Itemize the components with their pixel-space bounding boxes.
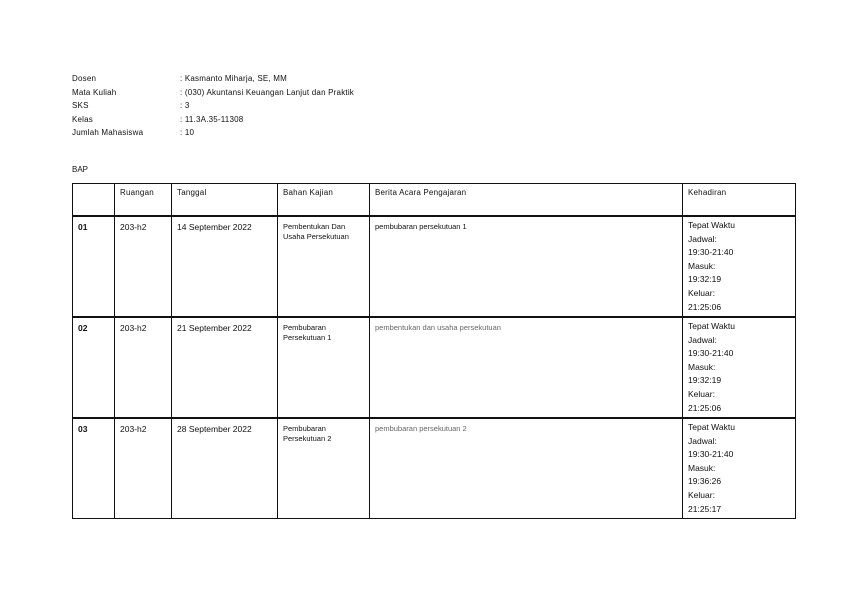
- row-kehadiran: [683, 317, 796, 418]
- kehadiran-masuk-label: Masuk:: [688, 462, 716, 473]
- info-value: : 10: [180, 128, 195, 137]
- kehadiran-status: Tepat Waktu: [688, 321, 735, 331]
- row-berita-acara: pembubaran persekutuan 1: [370, 216, 683, 317]
- header-ruangan: Ruangan: [115, 184, 172, 217]
- kehadiran-keluar-label: Keluar:: [688, 388, 715, 399]
- kehadiran-jadwal-label: Jadwal:: [688, 334, 717, 345]
- info-label: Jumlah Mahasiswa: [72, 128, 144, 137]
- info-label: Kelas: [72, 114, 94, 124]
- kehadiran-masuk: 19:32:19: [688, 274, 722, 285]
- kehadiran-masuk-label: Masuk:: [688, 260, 716, 271]
- kehadiran-keluar: 21:25:06: [688, 301, 722, 312]
- row-berita-acara: pembentukan dan usaha persekutuan: [370, 317, 683, 418]
- row-number: 03: [73, 418, 115, 519]
- row-ruangan: 203-h2: [115, 418, 172, 519]
- row-tanggal: 21 September 2022: [172, 317, 278, 418]
- info-value: : 3: [180, 101, 190, 110]
- info-row-kelas: [72, 113, 354, 127]
- header-kehadiran: Kehadiran: [683, 184, 796, 217]
- table-header-row: [73, 184, 796, 217]
- kehadiran-jadwal-label: Jadwal:: [688, 233, 717, 244]
- info-row-jumlah-mahasiswa: [72, 126, 354, 140]
- row-tanggal: 28 September 2022: [172, 418, 278, 519]
- kehadiran-status: Tepat Waktu: [688, 220, 735, 230]
- kehadiran-masuk-label: Masuk:: [688, 361, 716, 372]
- kehadiran-keluar: 21:25:06: [688, 402, 722, 413]
- info-value: : Kasmanto Miharja, SE, MM: [180, 74, 288, 83]
- row-number: 02: [73, 317, 115, 418]
- row-kehadiran: [683, 418, 796, 519]
- bap-table: [72, 183, 796, 519]
- kehadiran-keluar-label: Keluar:: [688, 489, 715, 500]
- kehadiran-masuk: 19:32:19: [688, 375, 722, 386]
- info-value: : 11.3A.35-11308: [180, 114, 244, 124]
- row-bahan-kajian: Pembubaran Persekutuan 2: [278, 418, 370, 519]
- header-no: [73, 184, 115, 217]
- header-tanggal: Tanggal: [172, 184, 278, 217]
- info-label: Mata Kuliah: [72, 87, 117, 97]
- row-berita-acara: pembubaran persekutuan 2: [370, 418, 683, 519]
- table-row: [73, 317, 796, 418]
- kehadiran-keluar: 21:25:17: [688, 503, 722, 514]
- row-kehadiran: [683, 216, 796, 317]
- row-bahan-kajian: Pembubaran Persekutuan 1: [278, 317, 370, 418]
- info-value: : (030) Akuntansi Keuangan Lanjut dan Praktik: [180, 87, 354, 97]
- kehadiran-status: Tepat Waktu: [688, 422, 735, 432]
- info-row-dosen: [72, 72, 354, 86]
- kehadiran-jadwal-label: Jadwal:: [688, 435, 717, 446]
- kehadiran-keluar-label: Keluar:: [688, 287, 715, 298]
- section-label: BAP: [72, 165, 89, 174]
- table-row: [73, 418, 796, 519]
- info-row-mata-kuliah: [72, 86, 354, 100]
- row-number: 01: [73, 216, 115, 317]
- course-info: [72, 72, 354, 140]
- header-berita-acara: Berita Acara Pengajaran: [370, 184, 683, 217]
- info-label: Dosen: [72, 74, 97, 83]
- row-tanggal: 14 September 2022: [172, 216, 278, 317]
- table-row: [73, 216, 796, 317]
- row-bahan-kajian: Pembentukan Dan Usaha Persekutuan: [278, 216, 370, 317]
- info-row-sks: [72, 99, 354, 113]
- kehadiran-jadwal: 19:30-21:40: [688, 348, 734, 359]
- row-ruangan: 203-h2: [115, 317, 172, 418]
- header-bahan-kajian: Bahan Kajian: [278, 184, 370, 217]
- kehadiran-jadwal: 19:30-21:40: [688, 449, 734, 460]
- row-ruangan: 203-h2: [115, 216, 172, 317]
- info-label: SKS: [72, 101, 89, 110]
- kehadiran-jadwal: 19:30-21:40: [688, 247, 734, 258]
- kehadiran-masuk: 19:36:26: [688, 476, 722, 487]
